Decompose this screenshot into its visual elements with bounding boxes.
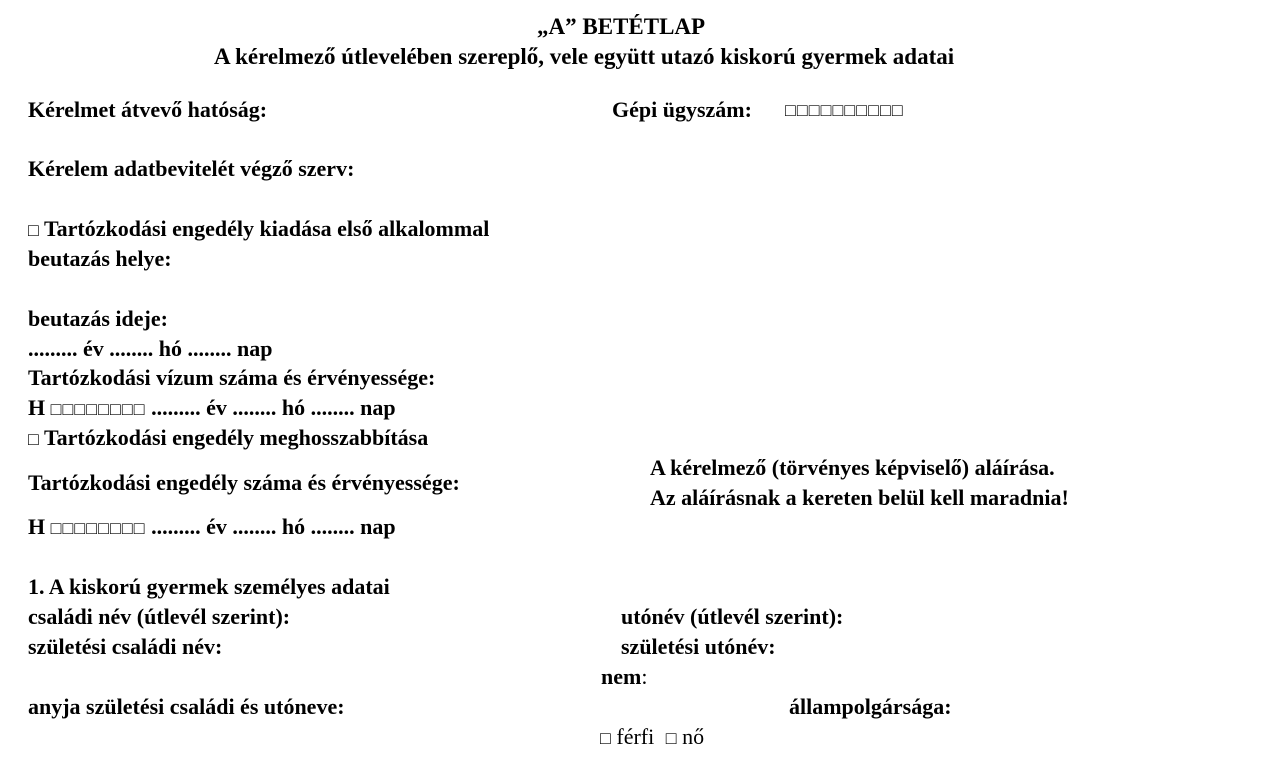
visa-date-line[interactable]: ......... év ........ hó ........ nap xyxy=(151,395,396,420)
mother-name-label: anyja születési családi és utóneve: xyxy=(28,694,345,719)
sex-label: nem xyxy=(601,664,642,689)
signature-line-1: A kérelmező (törvényes képviselő) aláírása. xyxy=(650,455,1055,480)
authority-label: Kérelmet átvevő hatóság: xyxy=(28,97,268,122)
form-subtitle: A kérelmező útlevelében szereplő, vele együtt utazó kiskorú gyermek adatai xyxy=(214,44,955,69)
extension-row xyxy=(28,427,428,449)
form-title: „A” BETÉTLAP xyxy=(537,14,706,39)
case-number-label: Gépi ügyszám: xyxy=(612,97,752,122)
sex-options xyxy=(600,726,704,748)
sex-label-row xyxy=(601,666,647,688)
birth-family-name-label: születési családi név: xyxy=(28,634,223,659)
extension-label: Tartózkodási engedély meghosszabbítása xyxy=(43,425,429,450)
family-name-label: családi név (útlevél szerint): xyxy=(28,604,291,629)
case-number-boxes[interactable]: □□□□□□□□□□ xyxy=(785,100,904,120)
visa-row xyxy=(28,397,396,419)
first-issue-row xyxy=(28,218,489,240)
citizenship-label: állampolgársága: xyxy=(789,694,952,719)
visa-number-boxes[interactable]: □□□□□□□□ xyxy=(50,399,146,419)
visa-prefix: H xyxy=(28,395,46,420)
male-label: férfi xyxy=(616,724,655,749)
permit-number-boxes[interactable]: □□□□□□□□ xyxy=(50,518,146,538)
male-checkbox[interactable]: □ xyxy=(600,728,611,748)
data-entry-label: Kérelem adatbevitelét végző szerv: xyxy=(28,156,355,181)
given-name-label: utónév (útlevél szerint): xyxy=(621,604,844,629)
visa-label: Tartózkodási vízum száma és érvényessége: xyxy=(28,365,436,390)
permit-date-line[interactable]: ......... év ........ hó ........ nap xyxy=(151,514,396,539)
first-issue-label: Tartózkodási engedély kiadása első alkalommal xyxy=(43,216,490,241)
entry-place-label: beutazás helye: xyxy=(28,246,172,271)
permit-row xyxy=(28,516,396,538)
signature-line-2: Az aláírásnak a kereten belül kell maradnia! xyxy=(650,485,1069,510)
female-checkbox[interactable]: □ xyxy=(665,728,677,748)
first-issue-checkbox[interactable]: □ xyxy=(28,220,39,240)
extension-checkbox[interactable]: □ xyxy=(28,429,39,449)
sex-colon: : xyxy=(641,664,648,689)
entry-date-line[interactable]: ......... év ........ hó ........ nap xyxy=(28,336,273,361)
child-section-title: 1. A kiskorú gyermek személyes adatai xyxy=(28,574,390,599)
birth-given-name-label: születési utónév: xyxy=(621,634,776,659)
entry-date-label: beutazás ideje: xyxy=(28,306,168,331)
permit-prefix: H xyxy=(28,514,46,539)
female-label: nő xyxy=(682,724,705,749)
permit-label: Tartózkodási engedély száma és érvényessége: xyxy=(28,470,460,495)
